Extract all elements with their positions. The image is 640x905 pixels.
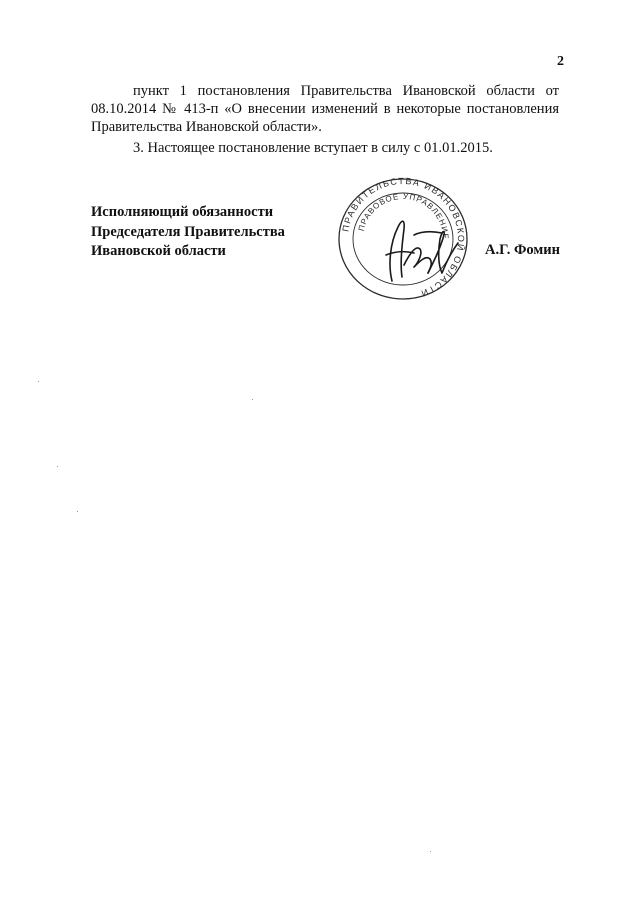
paragraph-effective-date: 3. Настоящее постановление вступает в силу с 01.01.2015. <box>133 140 493 156</box>
seal-ring-text: ПРАВИТЕЛЬСТВА ИВАНОВСКОЙ ОБЛАСТИ <box>340 175 467 300</box>
signatory-title-line-2: Председателя Правительства <box>91 223 285 240</box>
signatory-title-line-3: Ивановской области <box>91 243 226 259</box>
seal-inner-text: ПРАВОВОЕ УПРАВЛЕНИЕ <box>356 191 451 241</box>
signatory-title <box>91 203 285 262</box>
scan-speck <box>57 466 58 467</box>
page-number: 2 <box>557 54 564 69</box>
scan-speck <box>430 851 431 852</box>
signatory-name: А.Г. Фомин <box>485 242 560 258</box>
paragraph-continuation: пункт 1 постановления Правительства Ивановской области от 08.10.2014 № 413-п «О внесении изменений в некоторые постановления Правительства Ивановской области». <box>91 83 559 135</box>
scan-speck <box>77 511 78 512</box>
document-body <box>91 82 559 157</box>
scan-speck <box>252 399 253 400</box>
official-seal-with-signature <box>330 173 476 305</box>
signatory-title-line-1: Исполняющий обязанности <box>91 204 274 220</box>
scan-speck <box>38 381 39 382</box>
